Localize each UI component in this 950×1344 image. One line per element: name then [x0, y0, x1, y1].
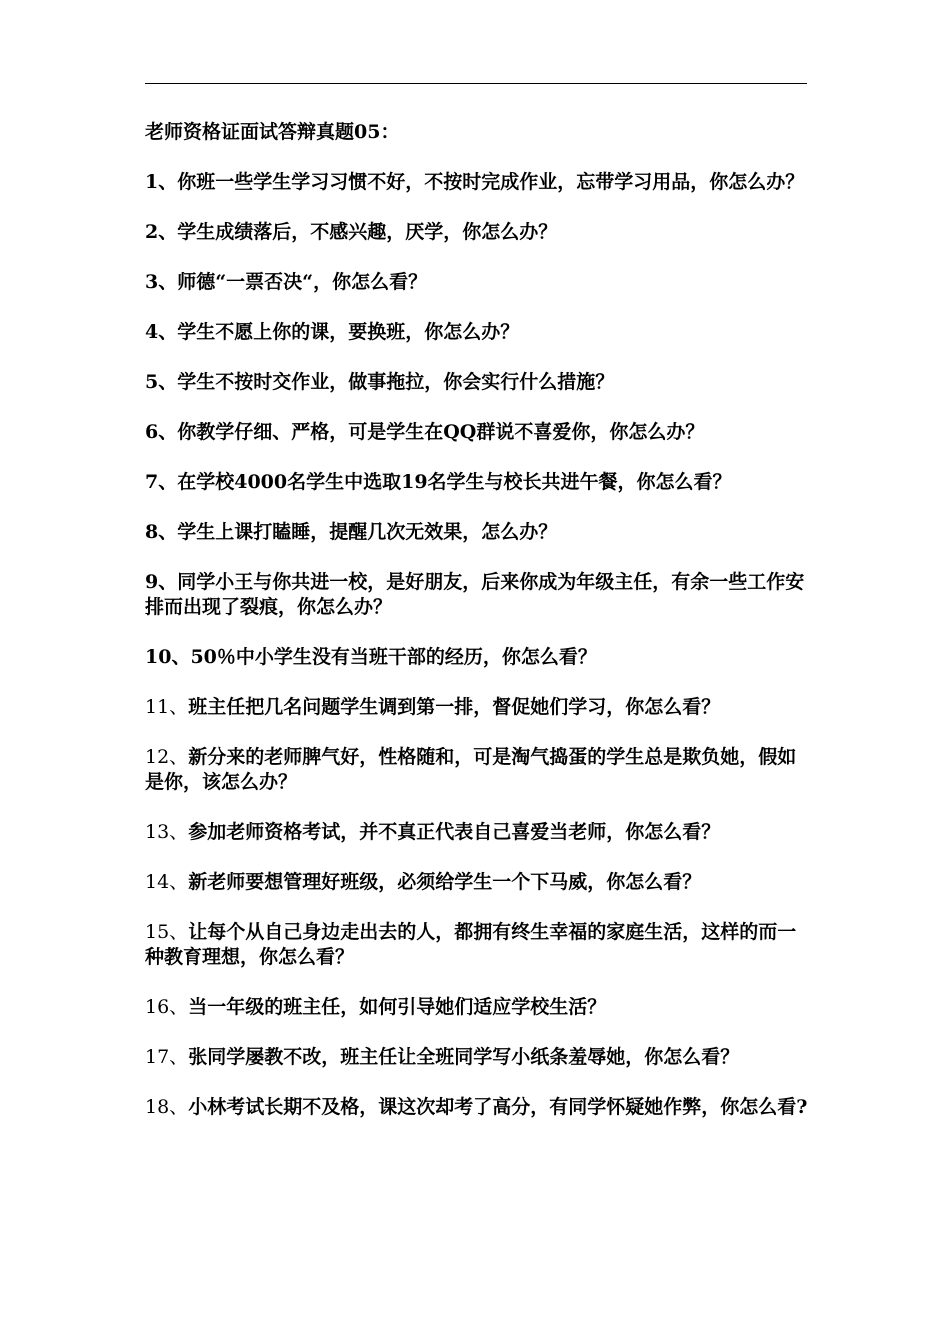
question-item [145, 820, 815, 845]
question-text: 师德“一票否决“，你怎么看？ [177, 271, 428, 293]
question-item [145, 1045, 815, 1070]
question-text: 参加老师资格考试，并不真正代表自己喜爱当老师，你怎么看？ [188, 821, 721, 843]
question-item [145, 745, 815, 795]
question-text: 让每个从自己身边走出去的人，都拥有终生幸福的家庭生活，这样的而一种教育理想，你怎么看？ [145, 921, 797, 968]
question-number: 3、 [145, 271, 178, 293]
question-item [145, 695, 815, 720]
question-number: 5、 [145, 371, 178, 393]
question-text: 学生不愿上你的课，要换班，你怎么办？ [177, 321, 520, 343]
question-number: 2、 [145, 221, 178, 243]
question-text: 新分来的老师脾气好，性格随和，可是淘气捣蛋的学生总是欺负她，假如是你，该怎么办？ [145, 746, 797, 793]
question-item [145, 570, 815, 620]
question-number: 14、 [145, 871, 189, 893]
document-body [145, 120, 815, 1145]
question-number: 4、 [145, 321, 178, 343]
question-text: 你班一些学生学习习惯不好，不按时完成作业，忘带学习用品，你怎么办？ [177, 171, 805, 193]
question-number: 11、 [145, 696, 189, 718]
question-item [145, 170, 815, 195]
question-text: 在学校4000名学生中选取19名学生与校长共进午餐，你怎么看？ [177, 471, 732, 493]
question-text: 同学小王与你共进一校，是好朋友，后来你成为年级主任，有余一些工作安排而出现了裂痕，你怎么办？ [145, 571, 805, 618]
question-item [145, 270, 815, 295]
question-item [145, 520, 815, 545]
question-text: 学生成绩落后，不感兴趣，厌学，你怎么办？ [177, 221, 558, 243]
question-number: 8、 [145, 521, 178, 543]
question-number: 18、 [145, 1096, 189, 1118]
question-text: 你教学仔细、严格，可是学生在QQ群说不喜爱你，你怎么办？ [177, 421, 705, 443]
question-item [145, 370, 815, 395]
question-text: 学生不按时交作业，做事拖拉，你会实行什么措施？ [177, 371, 615, 393]
question-number: 10、 [145, 646, 191, 668]
question-number: 16、 [145, 996, 189, 1018]
question-item [145, 220, 815, 245]
question-text: 张同学屡教不改，班主任让全班同学写小纸条羞辱她，你怎么看？ [188, 1046, 740, 1068]
question-text: 班主任把几名问题学生调到第一排，督促她们学习，你怎么看？ [188, 696, 721, 718]
question-item [145, 870, 815, 895]
question-number: 1、 [145, 171, 178, 193]
question-number: 13、 [145, 821, 189, 843]
question-text: 50％中小学生没有当班干部的经历，你怎么看？ [190, 646, 597, 668]
question-number: 7、 [145, 471, 178, 493]
question-text: 学生上课打瞌睡，提醒几次无效果，怎么办？ [177, 521, 558, 543]
document-title: 老师资格证面试答辩真题05： [145, 121, 400, 143]
question-item [145, 645, 815, 670]
question-item [145, 320, 815, 345]
question-item [145, 920, 815, 970]
question-text: 当一年级的班主任，如何引导她们适应学校生活？ [188, 996, 607, 1018]
question-number: 12、 [145, 746, 189, 768]
question-number: 9、 [145, 571, 178, 593]
header-rule [145, 83, 807, 84]
question-text: 小林考试长期不及格，课这次却考了高分，有同学怀疑她作弊，你怎么看? [188, 1096, 808, 1118]
question-number: 17、 [145, 1046, 189, 1068]
question-number: 15、 [145, 921, 189, 943]
question-item [145, 1095, 815, 1120]
question-text: 新老师要想管理好班级，必须给学生一个下马威，你怎么看？ [188, 871, 702, 893]
question-item [145, 420, 815, 445]
question-item [145, 470, 815, 495]
question-item [145, 995, 815, 1020]
question-number: 6、 [145, 421, 178, 443]
